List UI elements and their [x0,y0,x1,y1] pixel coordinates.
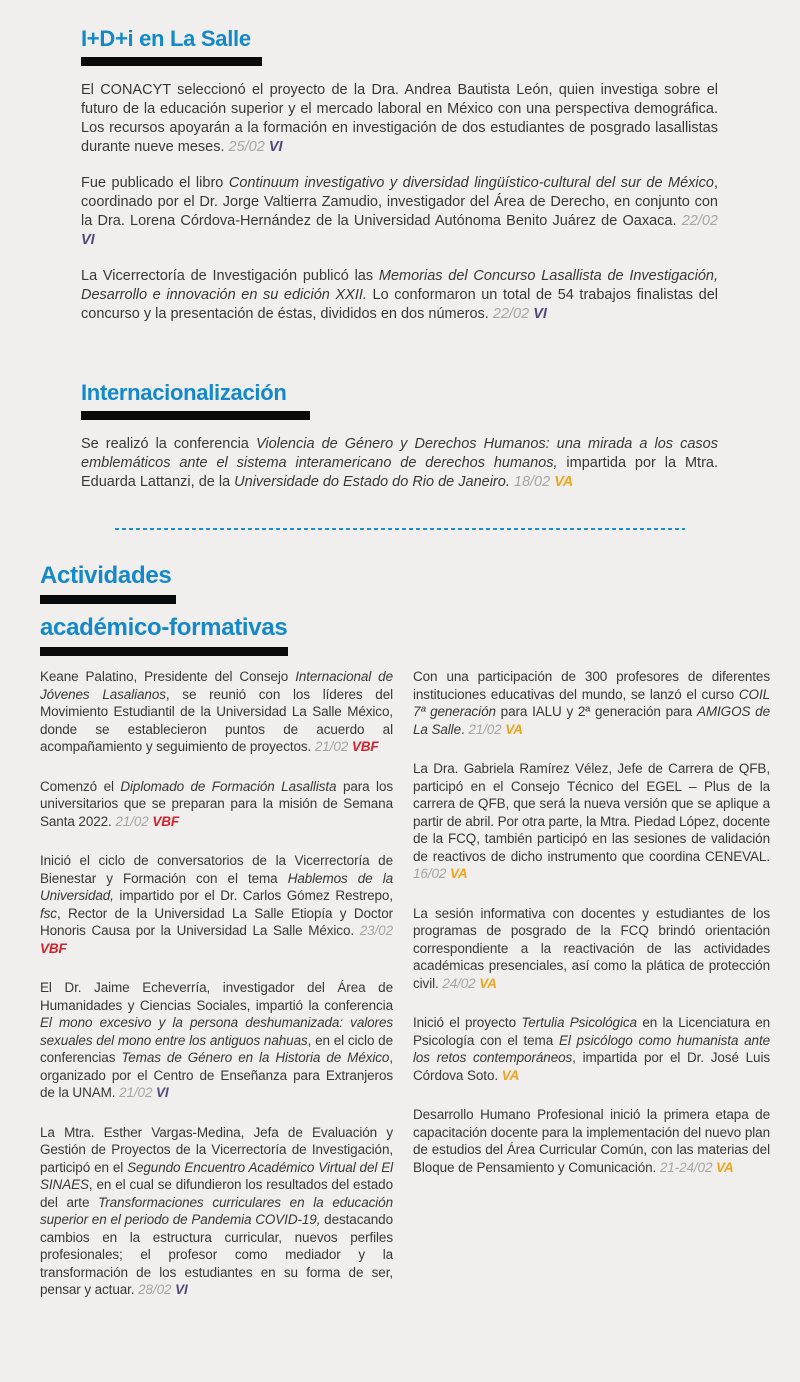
date-stamp: 28/02 [138,1282,172,1297]
text-run: , Rector de la Universidad La Salle Etiopía y Doctor Honoris Causa por la Universidad La Salle México. [40,905,393,938]
title-underline-bar [40,647,288,656]
source-tag: VI [81,232,95,248]
text-run: Hablemos de la Universidad, [40,870,393,903]
section-title-internacionalizacion: Internacionalización [81,380,287,405]
text-run: Transformaciones curriculares en la educación superior en el periodo de Pandemia COVID-19, [40,1194,393,1227]
news-item [40,668,393,756]
source-tag: VBF [152,813,180,829]
source-tag: VA [501,1067,520,1083]
dotted-divider [115,528,685,530]
text-run: Con una participación de 300 profesores de diferentes instituciones educativas del mundo, se lanzó el curso [413,669,770,702]
text-run: Se realizó la conferencia [81,436,256,452]
text-run: La sesión informativa con docentes y estudiantes de los programas de posgrado de la FCQ brindó orientación correspondiente a la reactivación de las actividades académicas presenciales, así como la plática de protección civil. [413,905,770,991]
section-title-actividades-line1: Actividades [40,562,172,589]
news-item [81,435,718,492]
text-run: , impartida por el Dr. José Luis Córdova Soto. [413,1050,770,1083]
section-internacionalizacion [81,380,718,492]
news-item [81,267,718,324]
left-column [40,668,393,1299]
text-run: , se reunió con los líderes del Movimiento Estudiantil de la Universidad La Salle México, donde se establecieron puntos de acuerdo al acompañamiento y seguimiento de proyectos. [40,686,394,754]
source-tag: VA [554,474,574,490]
text-run: en la Licenciatura en Psicología con el tema [413,1015,771,1048]
text-run: , coordinado por el Dr. Jorge Valtierra Zamudio, investigador del Área de Derecho, en conjunto con la Dra. Lorena Córdova-Hernández de la Universidad Autónoma Benito Juárez de Oaxaca. [81,175,718,229]
text-run: Temas de Género en la Historia de México [121,1050,390,1065]
text-run: para los universitarios que se preparan para la misión de Semana Santa 2022. [40,778,394,829]
two-column-layout [40,668,770,1299]
news-item [81,174,718,250]
source-tag: VA [716,1159,734,1175]
news-item [81,81,718,157]
text-run: , en el cual se difundieron los resultados del estado del arte [40,1177,393,1210]
section-title-idi: I+D+i en La Salle [81,26,251,51]
news-item [413,1106,770,1176]
source-tag: VBF [351,739,379,754]
text-run: impartido por el Dr. Carlos Gómez Restrepo, [113,888,393,903]
intl-paragraphs [81,435,718,492]
source-tag: VI [533,306,547,322]
text-run: fsc [40,905,57,921]
title-underline-bar [81,411,310,420]
date-stamp: 21/02 [314,739,349,754]
date-stamp: 18/02 [513,474,551,490]
date-stamp: 24/02 [442,975,476,991]
text-run: Memorias del Concurso Lasallista de Investigación, Desarrollo e innovación en su edición XXII. [81,268,718,303]
text-run: Diplomado de Formación Lasallista [120,778,337,794]
news-item [413,760,770,883]
source-tag: VI [175,1282,188,1297]
date-stamp: 22/02 [681,213,718,229]
title-underline-bar [81,57,262,66]
news-item [40,979,393,1102]
text-run: La Mtra. Esther Vargas-Medina, Jefa de Evaluación y Gestión de Proyectos de la Vicerrectoría de Investigación, participó en el [40,1124,393,1175]
text-run: El Dr. Jaime Echeverría, investigador del Área de Humanidades y Ciencias Sociales, impartió la conferencia [40,980,393,1013]
section-title-actividades-line2: académico-formativas [40,614,288,641]
text-run: La Vicerrectoría de Investigación publicó las [81,268,379,284]
source-tag: VI [156,1085,169,1100]
date-stamp: 21-24/02 [659,1159,713,1175]
text-run: para IALU y 2ª generación para [495,704,697,719]
date-stamp: 23/02 [359,923,393,938]
text-run: Tertulia Psicológica [521,1015,637,1030]
idi-paragraphs [81,81,718,324]
date-stamp: 21/02 [119,1085,153,1100]
source-tag: VA [479,975,497,991]
text-run: Keane Palatino, Presidente del Consejo [40,669,296,684]
text-run: Inició el proyecto [413,1015,522,1030]
date-stamp: 16/02 [413,866,447,881]
date-stamp: 25/02 [228,139,265,155]
text-run: AMIGOS de La Salle [413,704,770,737]
text-run: Fue publicado el libro [81,175,229,191]
text-run: Segundo Encuentro Académico Virtual del El SINAES [40,1159,393,1192]
news-item [40,852,393,957]
text-run: Internacional de Jóvenes Lasalianos [40,669,393,702]
text-run: destacando cambios en la estructura curricular, nuevos perfiles profesionales; el profesor como mediador y la transformación de los estudiantes en su forma de ser, pensar y actuar. [40,1212,393,1297]
text-run: Inició el ciclo de conversatorios de la Vicerrectoría de Bienestar y Formación con el tema [40,853,393,886]
news-item [413,668,770,738]
text-run: Violencia de Género y Derechos Humanos: una mirada a los casos emblemáticos ante el sistema interamericano de derechos humanos, [81,436,718,471]
text-run: Desarrollo Humano Profesional inició la primera etapa de capacitación docente para la implementación del nuevo plan de estudios del Área Curricular Común, con las materias del Bloque de Pensamiento y Comunicación. [413,1107,770,1175]
text-run: Universidade do Estado do Rio de Janeiro. [234,474,510,490]
right-column [413,668,770,1299]
text-run: Lo conformaron un total de 54 trabajos finalistas del concurso y la presentación de éstas, divididos en dos números. [81,287,718,322]
source-tag: VA [505,721,523,737]
date-stamp: 22/02 [492,306,530,322]
text-run: , en el ciclo de conferencias [40,1032,393,1065]
text-run: Continuum investigativo y diversidad lingüístico-cultural del sur de México [228,175,714,191]
text-run: El psicólogo como humanista ante los retos contemporáneos [413,1032,771,1065]
text-run: El CONACYT seleccionó el proyecto de la Dra. Andrea Bautista León, quien investiga sobre el futuro de la educación superior y el mercado laboral en México con una perspectiva demográfica. Los recursos apoyarán a la formación en investigación de dos estudiantes de posgrado lasallistas durante nueve meses. [81,82,718,155]
title-underline-bar [40,595,176,604]
source-tag: VI [268,139,283,155]
section-actividades [40,562,770,1299]
text-run: , organizado por el Centro de Enseñanza para Extranjeros de la UNAM. [40,1050,393,1100]
text-run: La Dra. Gabriela Ramírez Vélez, Jefe de Carrera de QFB, participó en el Consejo Técnico del EGEL – Plus de la carrera de QFB, que será la nueva versión que se aplique a partir de abril. Por otra parte, la Mtra. Piedad López, docente de la FCQ, también participó en las sesiones de validación de reactivos de dicho instrumento que coordina CENEVAL. [413,761,770,864]
news-item [40,778,393,831]
news-item [40,1124,393,1299]
date-stamp: 21/02 [115,813,149,829]
source-tag: VA [449,866,468,881]
text-run: . [461,721,469,737]
date-stamp: 21/02 [468,721,502,737]
text-run: impartida por la Mtra. Eduarda Lattanzi, de la [81,455,718,490]
news-item [413,905,770,993]
news-item [413,1014,770,1084]
text-run: COIL 7ª generación [413,686,770,719]
source-tag: VBF [40,940,67,956]
section-idi [81,26,718,324]
text-run: Comenzó el [40,778,121,794]
text-run: El mono excesivo y la persona deshumanizada: valores sexuales del mono entre los antiguos nahuas [40,1015,393,1048]
